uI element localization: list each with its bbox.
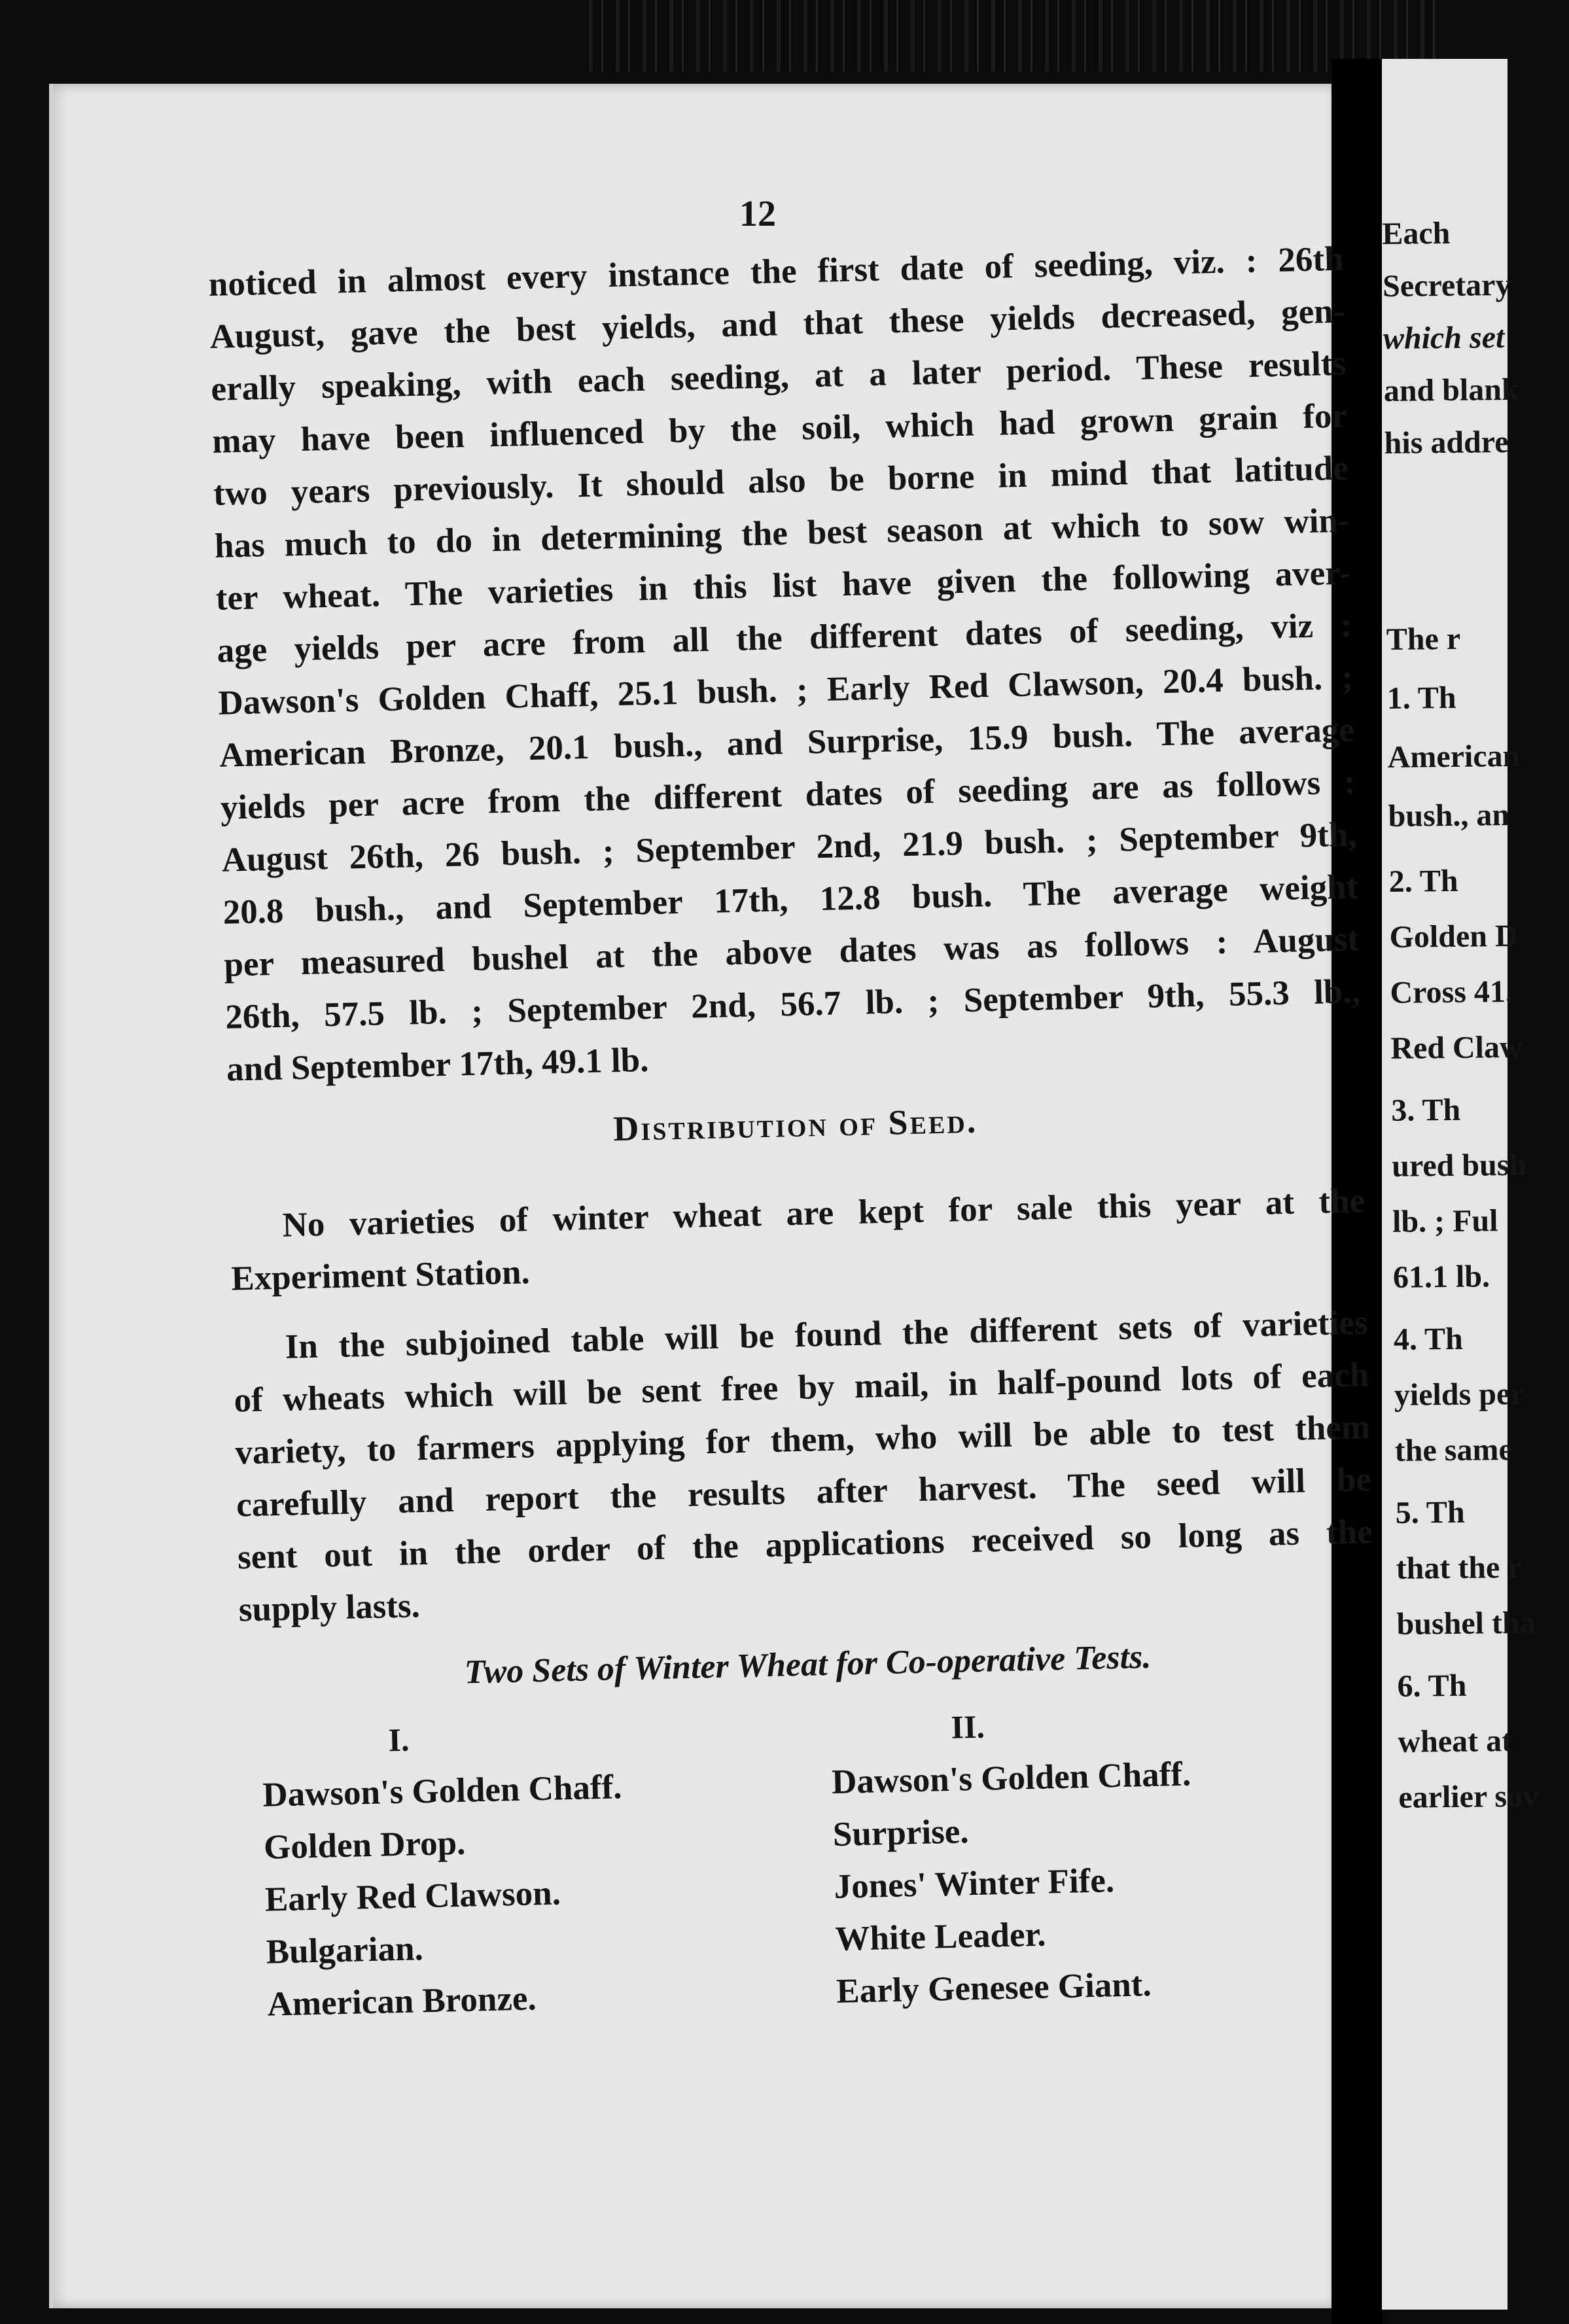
page-number: 12	[739, 194, 776, 234]
wheat-variety-item: Bulgarian.	[266, 1929, 424, 1971]
set-one-column	[261, 1704, 805, 2030]
facing-page-line: bushel tha	[1396, 1605, 1536, 1642]
text-line: Dawson's Golden Chaff, 25.1 bush. ; Early Red Clawson, 20.4 bush. ;	[217, 658, 1354, 722]
text-line: may have been influenced by the soil, which had grown grain for	[211, 396, 1348, 461]
facing-page-line: Cross 41.	[1390, 974, 1514, 1010]
text-line: yields per acre from the different dates of seeding are as follows :	[220, 763, 1356, 827]
text-line: No varieties of winter wheat are kept for sale this year at the	[281, 1182, 1366, 1244]
text-line: per measured bushel at the above dates was as follows : August	[223, 920, 1360, 984]
wheat-variety-item: Surprise.	[832, 1812, 970, 1854]
text-line: carefully and report the results after harvest. The seed will be	[236, 1460, 1372, 1524]
facing-page-line: his addre	[1384, 424, 1509, 461]
facing-page-line: ured bush	[1391, 1147, 1527, 1184]
facing-page-line: American	[1387, 738, 1521, 775]
facing-page-line: 4. Th	[1393, 1321, 1464, 1357]
facing-page-line: 61.1 lb.	[1392, 1259, 1490, 1295]
page-body	[208, 233, 1384, 2084]
facing-page-line: Red Claw	[1390, 1029, 1523, 1066]
text-line: of wheats which will be sent free by mail, in half-pound lots of each	[233, 1356, 1369, 1420]
text-line: 20.8 bush., and September 17th, 12.8 bush. The average weight	[222, 868, 1358, 932]
text-line: erally speaking, with each seeding, at a later period. These results	[210, 344, 1347, 408]
text-line: In the subjoined table will be found the different sets of varieties	[285, 1303, 1369, 1366]
set-one-heading: I.	[387, 1721, 410, 1759]
facing-page-line: and blank	[1383, 372, 1519, 408]
facing-page-line: lb. ; Ful	[1392, 1203, 1498, 1239]
facing-page-line: earlier sov	[1398, 1778, 1539, 1815]
set-two-column	[830, 1691, 1373, 2017]
table-caption: Two Sets of Winter Wheat for Co-operative Tests.	[464, 1638, 1152, 1691]
wheat-variety-item: Jones' Winter Fife.	[834, 1861, 1115, 1906]
wheat-variety-item: Early Red Clawson.	[264, 1874, 561, 1919]
facing-page-line: The r	[1386, 621, 1461, 657]
facing-page-line: which set	[1383, 320, 1505, 356]
text-line: supply lasts.	[238, 1587, 421, 1629]
facing-page-line: bush., an	[1388, 798, 1510, 834]
film-edge-noise	[589, 0, 1439, 72]
text-line: noticed in almost every instance the first date of seeding, viz. : 26th	[208, 239, 1345, 304]
facing-page-line: 6. Th	[1397, 1668, 1467, 1704]
facing-page-line: 1. Th	[1386, 680, 1456, 716]
wheat-variety-item: White Leader.	[834, 1915, 1047, 1958]
text-line: and September 17th, 49.1 lb.	[226, 1041, 650, 1089]
facing-page-line: Golden D	[1389, 918, 1518, 955]
text-line: has much to do in determining the best season at which to sow win-	[214, 501, 1350, 565]
wheat-variety-item: Golden Drop.	[263, 1823, 466, 1867]
text-line: sent out in the order of the applications received so long as the	[237, 1513, 1373, 1577]
set-two-heading: II.	[950, 1708, 985, 1746]
paragraph-intro	[208, 233, 1362, 1096]
facing-page-line: Each	[1382, 215, 1451, 251]
facing-page-line: that the r	[1396, 1549, 1522, 1586]
paragraph-distribution	[232, 1296, 1374, 1636]
wheat-variety-item: Dawson's Golden Chaff.	[262, 1768, 623, 1814]
facing-page-line: 5. Th	[1395, 1494, 1465, 1530]
section-heading: Distribution of Seed.	[612, 1100, 978, 1149]
facing-page-line: the same	[1394, 1432, 1513, 1468]
facing-page-line: 2. Th	[1388, 863, 1458, 899]
text-line: ter wheat. The varieties in this list have given the following aver-	[215, 554, 1352, 618]
text-line: American Bronze, 20.1 bush., and Surprise, 15.9 bush. The average	[219, 711, 1355, 775]
text-line: two years previously. It should also be borne in mind that latitude	[213, 449, 1349, 513]
text-line: variety, to farmers applying for them, who will be able to test them	[234, 1408, 1371, 1472]
facing-page-line: Secretary	[1382, 267, 1511, 304]
facing-page-line: 3. Th	[1391, 1092, 1461, 1128]
text-line: Experiment Station.	[230, 1253, 531, 1298]
wheat-variety-item: American Bronze.	[266, 1979, 537, 2024]
wheat-variety-item: Dawson's Golden Chaff.	[831, 1755, 1191, 1801]
facing-page-line: wheat at	[1398, 1723, 1513, 1759]
wheat-variety-item: Early Genesee Giant.	[836, 1965, 1152, 2011]
text-line: August, gave the best yields, and that these yields decreased, gen-	[209, 292, 1345, 356]
text-line: 26th, 57.5 lb. ; September 2nd, 56.7 lb. ; September 9th, 55.3 lb.,	[224, 972, 1361, 1036]
facing-page-line: yields per	[1394, 1376, 1525, 1413]
text-line: age yields per acre from all the different dates of seeding, viz :	[216, 606, 1352, 670]
text-line: August 26th, 26 bush. ; September 2nd, 21.9 bush. ; September 9th,	[221, 815, 1358, 879]
wheat-sets-table	[241, 1691, 1384, 2083]
